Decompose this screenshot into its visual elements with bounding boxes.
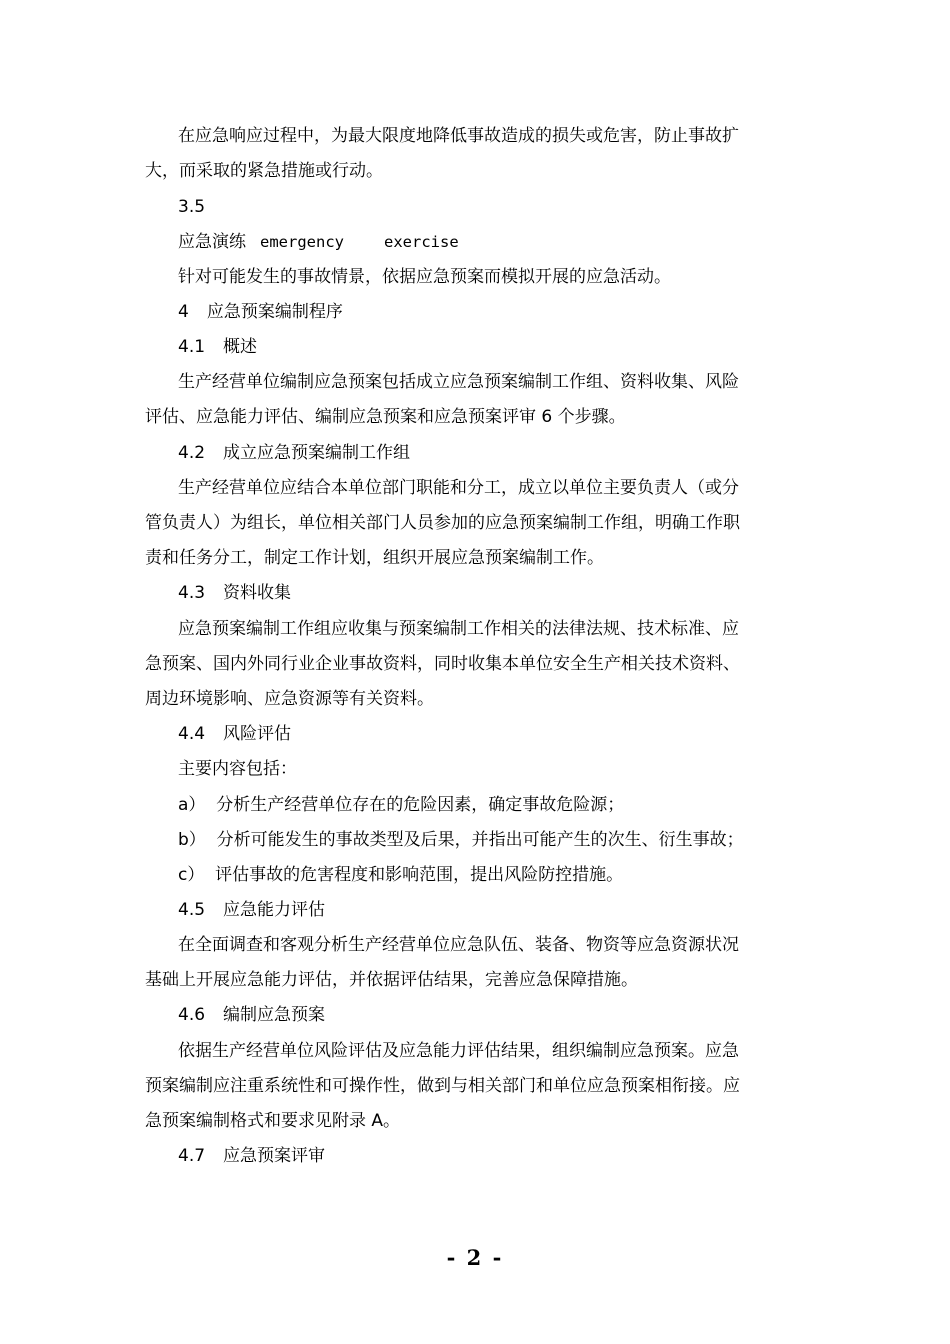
paragraph-line: 生产经营单位应结合本单位部门职能和分工，成立以单位主要负责人（或分 xyxy=(178,478,739,498)
section-number: 4.6 xyxy=(178,1005,206,1025)
section-number: 4.5 xyxy=(178,900,206,920)
paragraph-line: 应急预案编制工作组应收集与预案编制工作相关的法律法规、技术标准、应 xyxy=(178,619,739,639)
section-title: 应急能力评估 xyxy=(223,900,326,920)
section-number: 3.5 xyxy=(178,197,206,217)
paragraph-line: 主要内容包括： xyxy=(178,759,297,779)
subsection-heading xyxy=(178,1005,848,1025)
term-chinese: 应急演练 xyxy=(178,232,246,252)
section-number: 4.3 xyxy=(178,583,206,603)
section-title: 风险评估 xyxy=(223,724,292,744)
subsection-heading xyxy=(178,337,848,357)
subsection-heading xyxy=(178,724,848,744)
paragraph-line: 在全面调查和客观分析生产经营单位应急队伍、装备、物资等应急资源状况 xyxy=(178,935,739,955)
section-number: 4.4 xyxy=(178,724,206,744)
paragraph-line: 周边环境影响、应急资源等有关资料。 xyxy=(145,689,434,709)
list-item: c） 评估事故的危害程度和影响范围，提出风险防控措施。 xyxy=(178,865,624,885)
section-number: 4 xyxy=(178,302,189,322)
section-title: 应急预案评审 xyxy=(223,1146,326,1166)
paragraph-line: 生产经营单位编制应急预案包括成立应急预案编制工作组、资料收集、风险 xyxy=(178,372,739,392)
paragraph-line: 预案编制应注重系统性和可操作性，做到与相关部门和单位应急预案相衔接。应 xyxy=(145,1076,740,1096)
paragraph-line: 评估、应急能力评估、编制应急预案和应急预案评审 6 个步骤。 xyxy=(145,407,626,427)
subsection-heading xyxy=(178,583,848,603)
subsection-heading xyxy=(178,1146,848,1166)
section-number: 4.1 xyxy=(178,337,206,357)
section-title: 资料收集 xyxy=(223,583,292,603)
section-title: 应急预案编制程序 xyxy=(206,302,343,322)
section-title: 编制应急预案 xyxy=(223,1005,326,1025)
paragraph-line: 在应急响应过程中，为最大限度地降低事故造成的损失或危害，防止事故扩 xyxy=(178,126,739,146)
section-title: 概述 xyxy=(223,337,258,357)
section-number: 4.2 xyxy=(178,443,206,463)
subsection-heading xyxy=(178,900,848,920)
term-line xyxy=(178,232,848,252)
paragraph-line: 管负责人）为组长，单位相关部门人员参加的应急预案编制工作组，明确工作职 xyxy=(145,513,740,533)
page-number: - 2 - xyxy=(446,1245,504,1270)
term-english-1: emergency xyxy=(260,233,344,251)
section-heading xyxy=(178,302,848,322)
section-title: 成立应急预案编制工作组 xyxy=(223,443,411,463)
term-english-2: exercise xyxy=(384,233,459,251)
section-number: 4.7 xyxy=(178,1146,206,1166)
paragraph-line: 急预案、国内外同行业企业事故资料，同时收集本单位安全生产相关技术资料、 xyxy=(145,654,740,674)
list-item: a） 分析生产经营单位存在的危险因素，确定事故危险源； xyxy=(178,795,625,815)
paragraph-line: 基础上开展应急能力评估，并依据评估结果，完善应急保障措施。 xyxy=(145,970,638,990)
paragraph-line: 急预案编制格式和要求见附录 A。 xyxy=(145,1111,401,1131)
paragraph-line: 责和任务分工，制定工作计划，组织开展应急预案编制工作。 xyxy=(145,548,604,568)
list-item: b） 分析可能发生的事故类型及后果，并指出可能产生的次生、衍生事故； xyxy=(178,830,744,850)
definition-text: 针对可能发生的事故情景，依据应急预案而模拟开展的应急活动。 xyxy=(178,267,671,287)
subsection-heading xyxy=(178,443,848,463)
paragraph-line: 大，而采取的紧急措施或行动。 xyxy=(145,161,383,181)
paragraph-line: 依据生产经营单位风险评估及应急能力评估结果，组织编制应急预案。应急 xyxy=(178,1041,739,1061)
